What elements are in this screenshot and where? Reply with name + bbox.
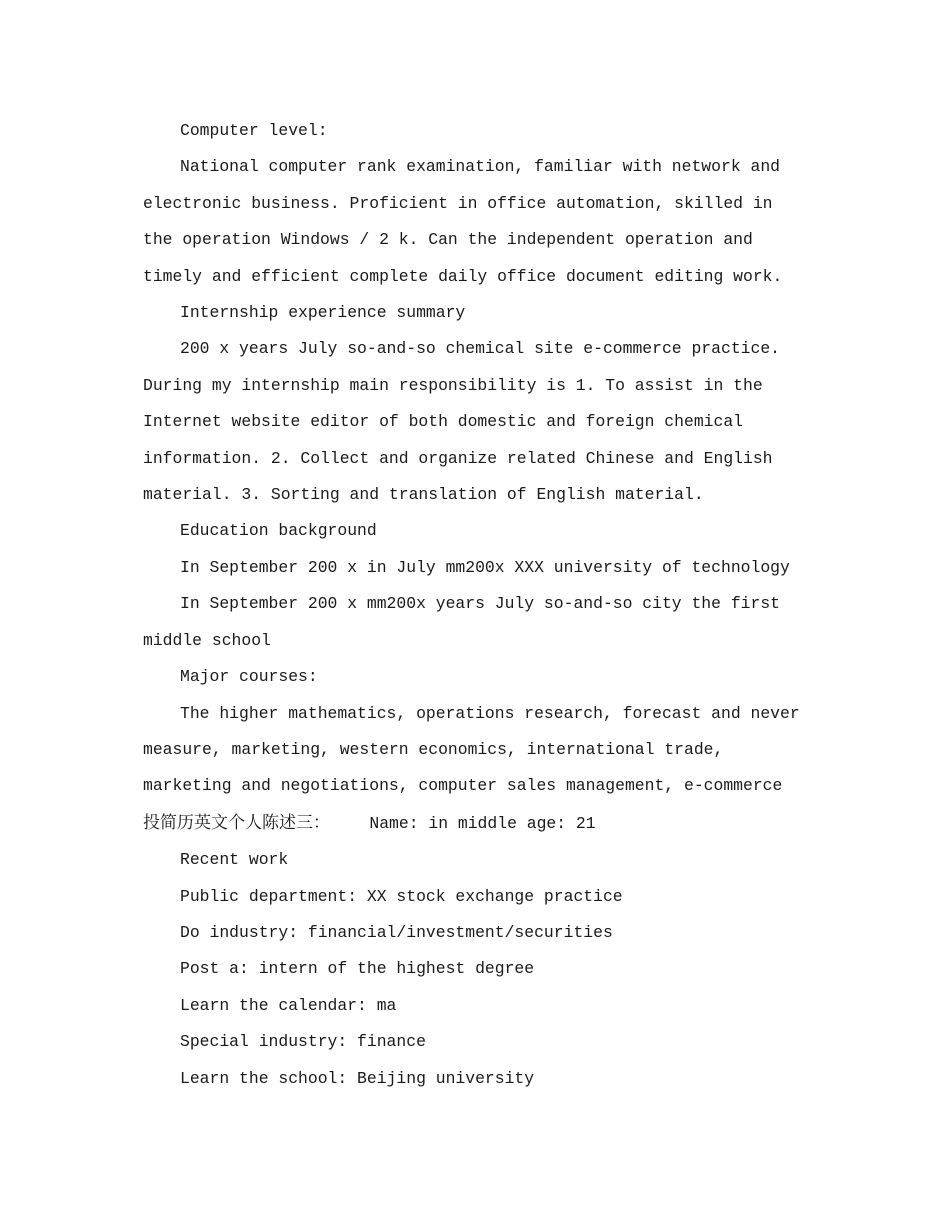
section-heading-tail: Name: in middle age: 21	[369, 813, 596, 833]
paragraph-computer-level: Computer level:	[180, 121, 328, 140]
paragraph-internship-details: 200 x years July so-and-so chemical site e-commerce practice. During my internship main responsibility is 1. To assist in the Internet website editor of both domestic and foreign chemical information. 2. Collect and organize related Chinese and English material. 3. Sorting and translation of English material.	[143, 339, 780, 505]
paragraph-recent-work: Recent work	[180, 850, 289, 870]
section-heading-line	[143, 805, 803, 842]
paragraph-industry: Do industry: financial/investment/securities	[180, 922, 613, 942]
paragraph-education-middle-school: In September 200 x mm200x years July so-and-so city the first middle school	[143, 594, 780, 650]
paragraph-internship-heading: Internship experience summary	[180, 303, 466, 323]
paragraph-department: Public department: XX stock exchange practice	[180, 886, 623, 906]
paragraph-education-university: In September 200 x in July mm200x XXX university of technology	[180, 557, 790, 577]
paragraph-computer-skills: National computer rank examination, familiar with network and electronic business. Proficient in office automation, skilled in the operation Windows / 2 k. Can the independent operation and timely and efficient complete daily office document editing work.	[143, 157, 783, 286]
paragraph-school: Learn the school: Beijing university	[180, 1068, 535, 1088]
paragraph-major-courses-heading: Major courses:	[180, 667, 318, 687]
paragraph-major-courses-list: The higher mathematics, operations research, forecast and never measure, marketing, western economics, international trade, marketing and negotiations, computer sales management, e-commerce	[143, 703, 800, 796]
paragraph-calendar: Learn the calendar: ma	[180, 995, 397, 1015]
paragraph-special-industry: Special industry: finance	[180, 1032, 426, 1052]
section-heading: 投简历英文个人陈述三：	[143, 812, 330, 833]
document-body	[143, 113, 803, 1097]
paragraph-post: Post a: intern of the highest degree	[180, 959, 535, 979]
paragraph-education-heading: Education background	[180, 521, 377, 541]
